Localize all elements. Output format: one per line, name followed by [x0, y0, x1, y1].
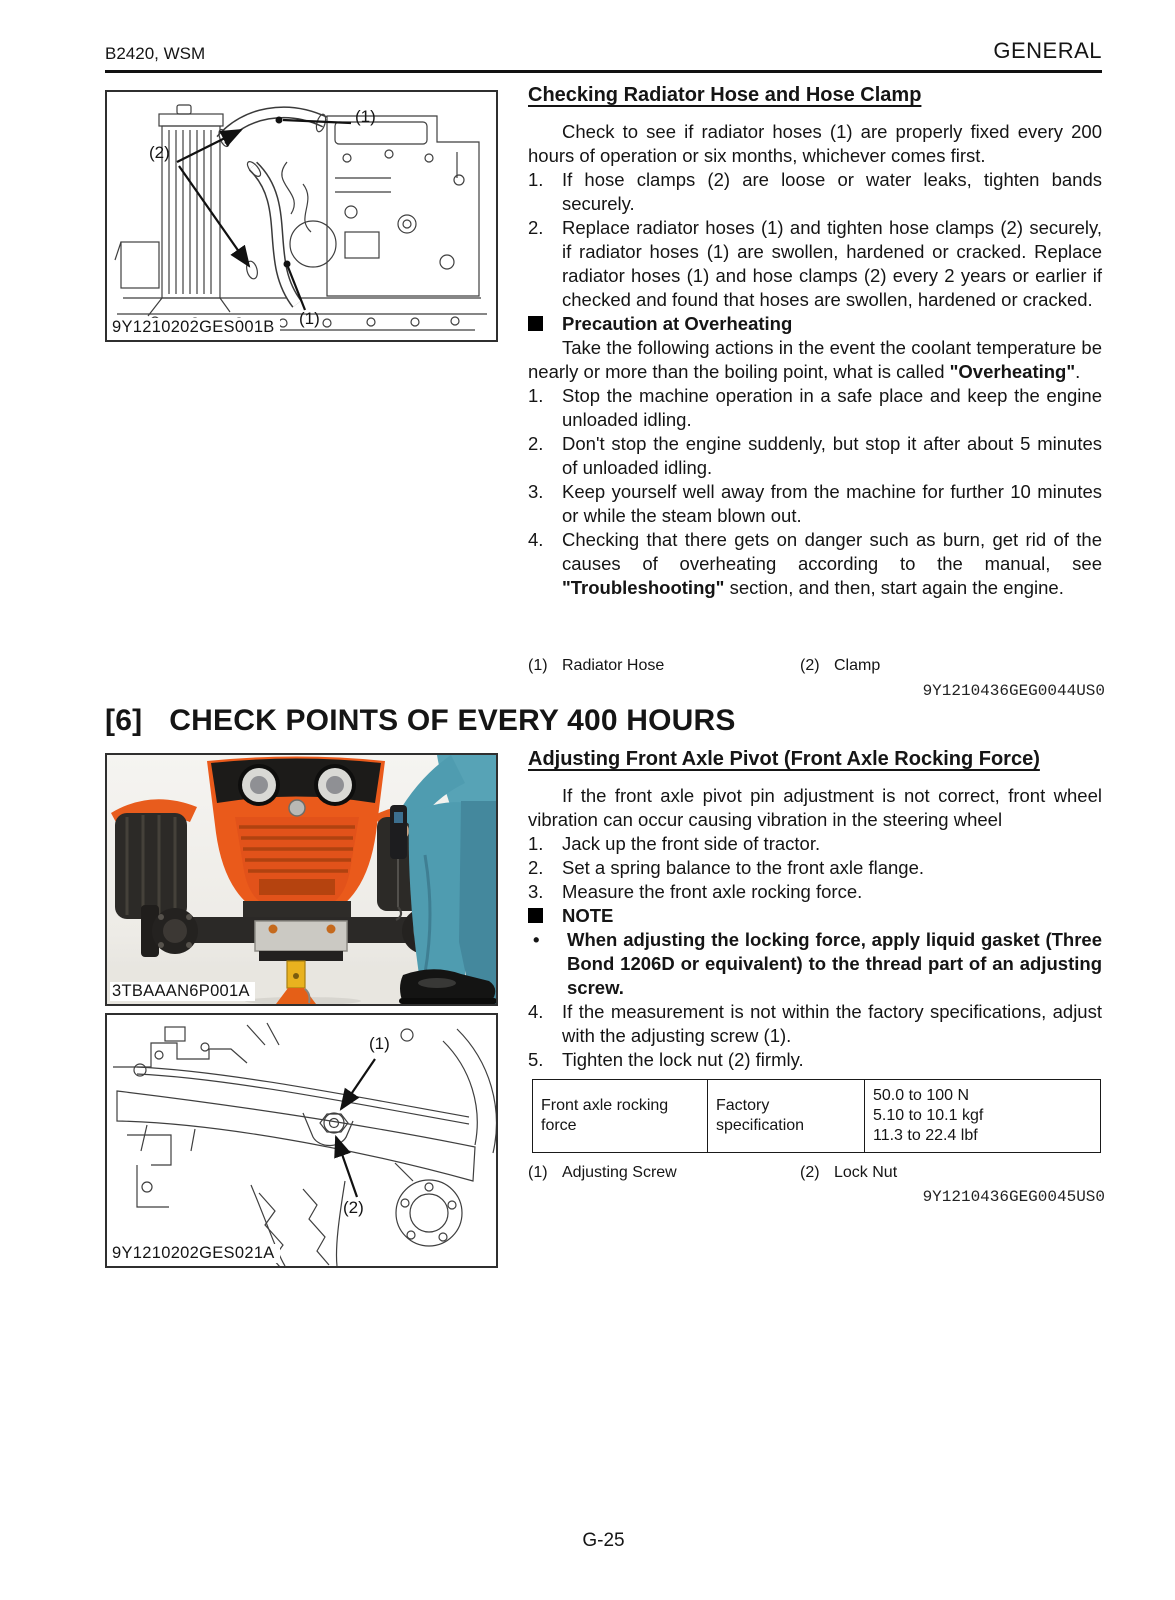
tractor-photo-figure — [105, 753, 498, 1006]
adjusting-screw-drawing — [320, 1113, 348, 1133]
axle-section — [528, 748, 1102, 1153]
step-number: 3. — [528, 481, 544, 502]
radiator-figure-legend — [528, 657, 1102, 677]
axle-step-5 — [528, 1048, 1102, 1072]
axle-step-4 — [528, 1000, 1102, 1048]
step-number: 2. — [528, 857, 544, 878]
axle-section-title: Adjusting Front Axle Pivot (Front Axle Rocking Force) — [528, 748, 1040, 770]
legend-item: (1) Adjusting Screw — [528, 1164, 677, 1181]
step-text: Checking that there gets on danger such as burn, get rid of the causes of overheating according to the manual, see "Troubleshooting" section, and then, start again the engine. — [562, 529, 1102, 598]
fig3-label-2: (2) — [343, 1198, 364, 1217]
radiator-hose-lower — [253, 166, 297, 304]
left-bracket-drawing — [127, 1135, 171, 1207]
page-number: G-25 — [582, 1530, 625, 1551]
square-bullet-icon — [528, 316, 543, 331]
header-rule — [105, 70, 1102, 73]
radiator-hose-upper — [221, 112, 325, 140]
square-bullet-icon — [528, 908, 543, 923]
step-text: Tighten the lock nut (2) firmly. — [562, 1049, 804, 1070]
table-row — [533, 1080, 1101, 1153]
step-text: Measure the front axle rocking force. — [562, 881, 863, 902]
precaution-title: Precaution at Overheating — [562, 313, 793, 334]
precaution-step-4 — [528, 528, 1102, 600]
step-text: Replace radiator hoses (1) and tighten hose clamps (2) securely, if radiator hoses (1) are swollen, hardened or cracked. Replace radiator hoses (1) and hose clamps (2) every 2 years or earlier if checked and found that hoses are swollen, hardened or cracked. — [562, 217, 1102, 310]
step-number: 1. — [528, 833, 544, 854]
step-number: 1. — [528, 385, 544, 406]
legend-item: (2) Lock Nut — [800, 1164, 898, 1181]
header-model: B2420, WSM — [105, 44, 206, 63]
fig2-caption: 3TBAAAN6P001A — [110, 982, 255, 1001]
spec-item-cell: Front axle rocking force — [533, 1080, 708, 1153]
note-subheading — [528, 904, 1102, 928]
legend-item: (1) Radiator Hose — [528, 657, 665, 674]
engine-line-art — [107, 92, 496, 340]
callout-arrows — [336, 1059, 375, 1197]
fig1-label-2: (2) — [149, 143, 170, 162]
step-text: If hose clamps (2) are loose or water leaks, tighten bands securely. — [562, 169, 1102, 214]
axle-step-3 — [528, 880, 1102, 904]
reference-code: 9Y1210436GEG0044US0 — [922, 682, 1105, 700]
kubota-logo — [289, 800, 305, 816]
fig1-label-1-bottom: (1) — [299, 309, 320, 328]
tie-rod-drawing — [134, 1064, 469, 1124]
axle-section-body — [528, 784, 1102, 1153]
upper-machinery-drawing — [113, 1023, 413, 1067]
note-bullet-item — [528, 928, 1102, 1000]
step-text: Don't stop the engine suddenly, but stop it after about 5 minutes of unloaded idling. — [562, 433, 1102, 478]
precaution-step-3 — [528, 480, 1102, 528]
spec-value-n: 50.0 to 100 N — [873, 1087, 970, 1104]
precaution-intro: Take the following actions in the event the coolant temperature be nearly or more than the boiling point, what is called "Overheating". — [528, 337, 1102, 382]
step-number: 5. — [528, 1049, 544, 1070]
dot-bullet-icon — [528, 928, 567, 1000]
step-number: 4. — [528, 1001, 544, 1022]
axle-intro: If the front axle pivot pin adjustment is not correct, front wheel vibration can occur causing vibration in the steering wheel — [528, 785, 1102, 830]
step-number: 3. — [528, 881, 544, 902]
fig3-label-1: (1) — [369, 1034, 390, 1053]
axle-figure-legend — [528, 1164, 1102, 1184]
chapter-heading — [105, 704, 736, 738]
precaution-step-1 — [528, 384, 1102, 432]
step-text: Stop the machine operation in a safe place and keep the engine unloaded idling. — [562, 385, 1102, 430]
step-number: 2. — [528, 217, 544, 238]
radiator-hose-figure — [105, 90, 498, 342]
radiator-section-title: Checking Radiator Hose and Hose Clamp — [528, 84, 922, 106]
step-text: Set a spring balance to the front axle flange. — [562, 857, 925, 878]
step-text: Keep yourself well away from the machine for further 10 minutes or while the steam blown out. — [562, 481, 1102, 526]
factory-spec-table — [532, 1079, 1101, 1153]
spec-value-kgf: 5.10 to 10.1 kgf — [873, 1107, 984, 1124]
radiator-section — [528, 84, 1102, 600]
right-wheel-drawing — [395, 1029, 496, 1246]
note-title: NOTE — [562, 905, 614, 926]
fig1-caption: 9Y1210202GES001B — [110, 318, 280, 337]
legend-item: (2) Clamp — [800, 657, 881, 674]
chapter-title: CHECK POINTS OF EVERY 400 HOURS — [169, 704, 736, 737]
axle-line-art — [107, 1015, 496, 1266]
reference-code: 9Y1210436GEG0045US0 — [922, 1188, 1105, 1206]
axle-step-1 — [528, 832, 1102, 856]
fig3-caption: 9Y1210202GES021A — [110, 1244, 280, 1263]
fig1-label-1-top: (1) — [355, 107, 376, 126]
precaution-subheading — [528, 312, 1102, 336]
note-text: When adjusting the locking force, apply liquid gasket (Three Bond 1206D or equivalent) to the thread part of an adjusting screw. — [567, 929, 1102, 998]
step-number: 2. — [528, 433, 544, 454]
axle-pivot-figure — [105, 1013, 498, 1268]
engine-block-drawing — [282, 116, 479, 296]
spec-values-cell — [865, 1080, 1101, 1153]
step-text: If the measurement is not within the factory specifications, adjust with the adjusting screw (1). — [562, 1001, 1102, 1046]
spec-value-lbf: 11.3 to 22.4 lbf — [873, 1127, 978, 1144]
callout-arrows — [177, 117, 351, 311]
step-number: 1. — [528, 169, 544, 190]
tractor-photo — [107, 755, 496, 1004]
step-number: 4. — [528, 529, 544, 550]
axle-step-2 — [528, 856, 1102, 880]
precaution-step-2 — [528, 432, 1102, 480]
step-text: Jack up the front side of tractor. — [562, 833, 821, 854]
chapter-index: [6] — [105, 704, 143, 737]
spec-type-cell: Factory specification — [708, 1080, 865, 1153]
header-section: GENERAL — [993, 38, 1102, 63]
radiator-intro: Check to see if radiator hoses (1) are properly fixed every 200 hours of operation or six months, whichever comes first. — [528, 121, 1102, 166]
radiator-section-body — [528, 120, 1102, 600]
radiator-step-1 — [528, 168, 1102, 216]
radiator-step-2 — [528, 216, 1102, 312]
